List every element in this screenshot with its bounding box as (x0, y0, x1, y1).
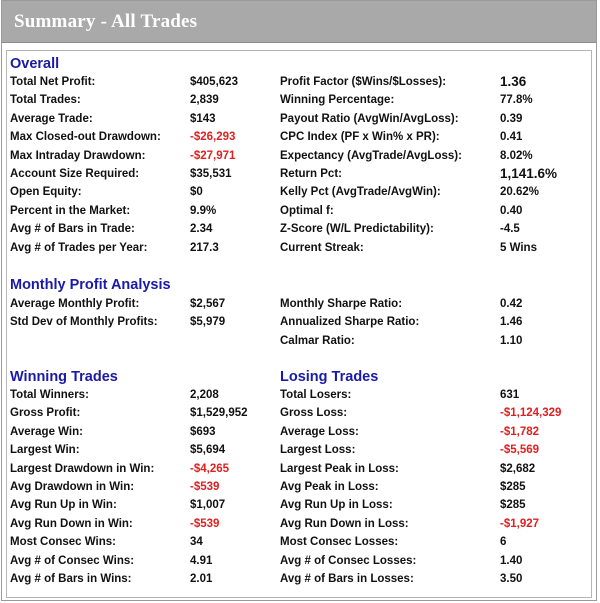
overall-right-value: 8.02% (500, 150, 533, 162)
monthly-right-label: Calmar Ratio: (280, 335, 355, 347)
overall-right-label: Payout Ratio (AvgWin/AvgLoss): (280, 113, 459, 125)
losing-value: 3.50 (500, 573, 523, 585)
overall-right-label: Kelly Pct (AvgTrade/AvgWin): (280, 186, 441, 198)
winning-value: $1,007 (190, 499, 226, 511)
monthly-right-value: 0.42 (500, 298, 523, 310)
window-title: Summary - All Trades (14, 11, 198, 32)
winning-value: 4.91 (190, 555, 213, 567)
losing-label: Average Loss: (280, 426, 359, 438)
losing-label: Gross Loss: (280, 407, 348, 419)
overall-left-value: 9.9% (190, 205, 217, 217)
overall-right-value: -4.5 (500, 223, 520, 235)
overall-left-label: Avg # of Bars in Trade: (10, 223, 135, 235)
overall-left-value: -$27,971 (190, 150, 236, 162)
overall-right-label: Expectancy (AvgTrade/AvgLoss): (280, 150, 462, 162)
overall-right-label: Profit Factor ($Wins/$Losses): (280, 76, 447, 88)
overall-right-value: 77.8% (500, 94, 533, 106)
winning-label: Avg Drawdown in Win: (10, 481, 135, 493)
overall-right-value: 20.62% (500, 186, 540, 198)
winning-value: $5,694 (190, 444, 226, 456)
overall-right-value: 5 Wins (500, 242, 537, 254)
title-bar (2, 1, 596, 43)
losing-value: -$1,782 (500, 426, 540, 438)
losing-value: -$1,124,329 (500, 407, 562, 419)
overall-right-value: 0.39 (500, 113, 523, 125)
overall-right-label: Z-Score (W/L Predictability): (280, 223, 434, 235)
winning-label: Total Winners: (10, 389, 89, 401)
overall-right-value: 1,141.6% (500, 166, 558, 181)
winning-label: Average Win: (10, 426, 83, 438)
overall-right-value: 1.36 (500, 74, 527, 89)
winning-label: Largest Win: (10, 444, 80, 456)
overall-left-value: 2.34 (190, 223, 213, 235)
winning-trades-heading: Winning Trades (10, 369, 118, 385)
losing-value: $285 (500, 499, 526, 511)
losing-value: -$5,569 (500, 444, 540, 456)
losing-label: Avg Run Up in Loss: (280, 499, 393, 511)
losing-value: 6 (500, 536, 507, 548)
losing-label: Most Consec Losses: (280, 536, 399, 548)
monthly-right-label: Monthly Sharpe Ratio: (280, 298, 403, 310)
losing-label: Avg Peak in Loss: (280, 481, 379, 493)
overall-left-value: $35,531 (190, 168, 232, 180)
losing-value: -$1,927 (500, 518, 540, 530)
losing-label: Avg Run Down in Loss: (280, 518, 409, 530)
overall-right-value: 0.41 (500, 131, 523, 143)
losing-value: $2,682 (500, 463, 536, 475)
overall-left-label: Total Trades: (10, 94, 81, 106)
losing-value: 1.40 (500, 555, 523, 567)
overall-left-value: $405,623 (190, 76, 238, 88)
monthly-left-value: $2,567 (190, 298, 226, 310)
summary-window (1, 0, 597, 601)
winning-label: Gross Profit: (10, 407, 81, 419)
overall-right-value: 0.40 (500, 205, 523, 217)
losing-trades-heading: Losing Trades (280, 369, 379, 385)
winning-value: $693 (190, 426, 216, 438)
winning-value: 34 (190, 536, 203, 548)
monthly-left-label: Std Dev of Monthly Profits: (10, 316, 158, 328)
overall-left-value: -$26,293 (190, 131, 236, 143)
overall-right-label: CPC Index (PF x Win% x PR): (280, 131, 440, 143)
overall-left-label: Percent in the Market: (10, 205, 131, 217)
losing-label: Total Losers: (280, 389, 352, 401)
losing-value: 631 (500, 389, 520, 401)
losing-label: Avg # of Consec Losses: (280, 555, 417, 567)
overall-left-value: $0 (190, 186, 203, 198)
overall-left-value: 2,839 (190, 94, 219, 106)
overall-left-label: Avg # of Trades per Year: (10, 242, 148, 254)
winning-label: Avg # of Consec Wins: (10, 555, 135, 567)
overall-left-label: Account Size Required: (10, 168, 140, 180)
winning-label: Avg # of Bars in Wins: (10, 573, 132, 585)
monthly-right-value: 1.46 (500, 316, 523, 328)
overall-right-label: Winning Percentage: (280, 94, 395, 106)
losing-label: Largest Peak in Loss: (280, 463, 399, 475)
overall-right-label: Return Pct: (280, 168, 342, 180)
overall-right-label: Current Streak: (280, 242, 364, 254)
winning-value: 2,208 (190, 389, 219, 401)
overall-left-label: Max Closed-out Drawdown: (10, 131, 161, 143)
overall-left-value: 217.3 (190, 242, 219, 254)
monthly-right-label: Annualized Sharpe Ratio: (280, 316, 420, 328)
winning-label: Avg Run Down in Win: (10, 518, 133, 530)
winning-value: -$539 (190, 481, 220, 493)
overall-heading: Overall (10, 56, 60, 72)
monthly-profit-heading: Monthly Profit Analysis (10, 277, 171, 293)
overall-left-label: Average Trade: (10, 113, 93, 125)
overall-left-label: Max Intraday Drawdown: (10, 150, 146, 162)
winning-label: Most Consec Wins: (10, 536, 116, 548)
winning-value: -$4,265 (190, 463, 230, 475)
overall-right-label: Optimal f: (280, 205, 334, 217)
losing-value: $285 (500, 481, 526, 493)
monthly-right-value: 1.10 (500, 335, 523, 347)
losing-label: Largest Loss: (280, 444, 356, 456)
overall-left-label: Open Equity: (10, 186, 82, 198)
winning-value: -$539 (190, 518, 220, 530)
monthly-left-label: Average Monthly Profit: (10, 298, 140, 310)
winning-value: $1,529,952 (190, 407, 248, 419)
winning-label: Avg Run Up in Win: (10, 499, 117, 511)
winning-label: Largest Drawdown in Win: (10, 463, 155, 475)
losing-label: Avg # of Bars in Losses: (280, 573, 414, 585)
monthly-left-value: $5,979 (190, 316, 226, 328)
winning-value: 2.01 (190, 573, 213, 585)
overall-left-label: Total Net Profit: (10, 76, 96, 88)
overall-left-value: $143 (190, 113, 216, 125)
